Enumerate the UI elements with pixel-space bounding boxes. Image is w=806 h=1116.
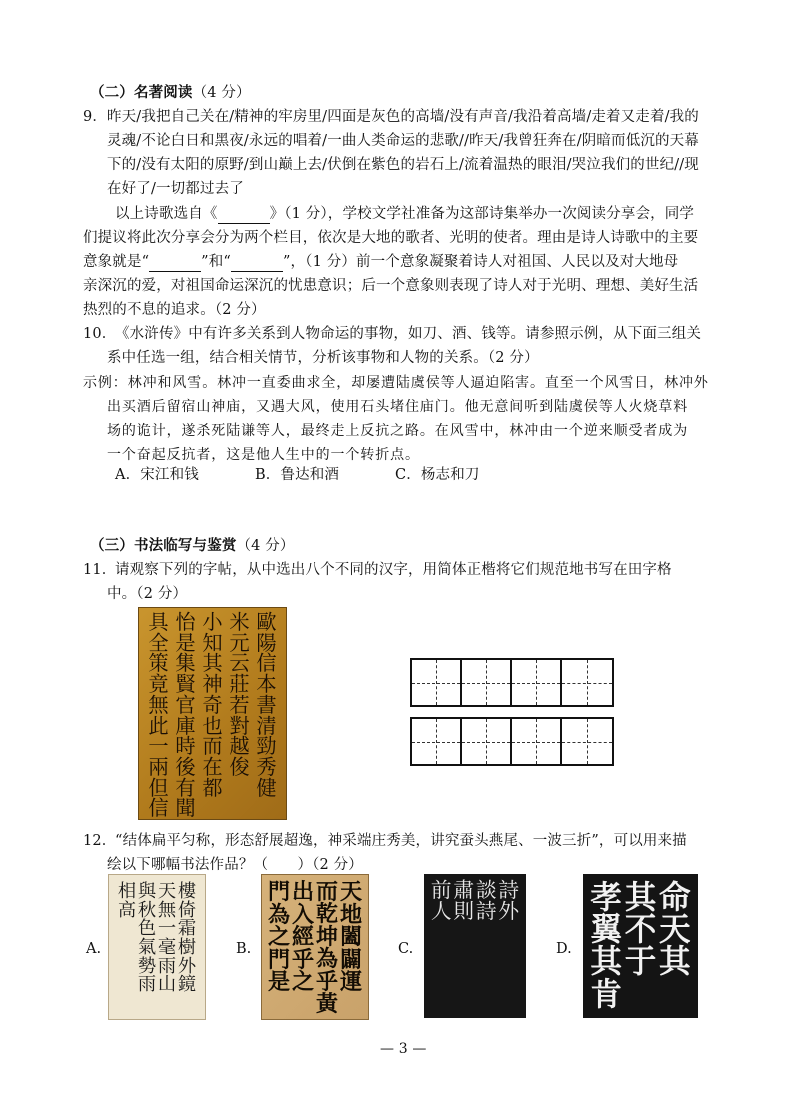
calligraphy-character: 為: [315, 946, 338, 973]
calligraphy-character: 闢: [339, 946, 363, 973]
q12-line-2: 绘以下哪幅书法作品？（ ）（2 分）: [107, 857, 363, 873]
tianzi-cell[interactable]: [512, 660, 562, 705]
calligraphy-character: 天: [157, 881, 177, 902]
calligraphy-character: 時: [175, 734, 196, 759]
q12-option-a-calligraphy-image[interactable]: [108, 874, 206, 1020]
calligraphy-character: 天: [659, 911, 691, 949]
calligraphy-character: 一: [148, 734, 169, 759]
calligraphy-character: 出: [291, 879, 315, 905]
q9-paragraph-line-4: 亲深沉的爱，对祖国命运深沉的忧患意识；后一个意象则表现了诗人对于光明、理想、美好生活: [83, 278, 699, 294]
calligraphy-character: 雨: [137, 974, 157, 996]
calligraphy-character: 詩: [475, 899, 497, 924]
calligraphy-character: 之: [267, 924, 291, 951]
calligraphy-character: 其: [202, 651, 223, 676]
calligraphy-character: 官: [175, 692, 196, 717]
calligraphy-character: 其: [590, 943, 622, 981]
calligraphy-character: 是: [267, 969, 291, 996]
calligraphy-character: 在: [202, 754, 223, 779]
calligraphy-character: 若: [229, 692, 250, 717]
tianzi-cell[interactable]: [412, 660, 462, 705]
calligraphy-column: [137, 883, 157, 995]
q11-number: 11．: [83, 562, 117, 578]
calligraphy-column: [623, 879, 657, 981]
tianzi-cell[interactable]: [562, 719, 612, 764]
q12-option-b-calligraphy-image[interactable]: [261, 874, 369, 1020]
calligraphy-character: 命: [659, 879, 691, 916]
calligraphy-character: 勁: [256, 734, 277, 759]
calligraphy-character: 元: [229, 630, 250, 655]
calligraphy-character: 不: [624, 911, 657, 949]
tianzi-grid-row-2[interactable]: [410, 717, 614, 766]
calligraphy-character: 肅: [453, 878, 475, 902]
calligraphy-column: [339, 881, 363, 994]
calligraphy-column: [177, 883, 197, 995]
calligraphy-character: 莊: [229, 672, 250, 697]
calligraphy-character: 山: [157, 974, 177, 996]
q12-option-c-calligraphy-image[interactable]: [424, 874, 526, 1018]
calligraphy-character: 俊: [229, 754, 250, 779]
tianzi-cell[interactable]: [512, 719, 562, 764]
calligraphy-character: 相: [117, 881, 137, 902]
calligraphy-character: 之: [291, 969, 315, 996]
calligraphy-character: 闔: [339, 924, 363, 951]
calligraphy-character: 勢: [137, 955, 157, 977]
calligraphy-character: 人: [430, 899, 452, 924]
tianzi-cell[interactable]: [462, 719, 512, 764]
calligraphy-character: 策: [148, 651, 169, 676]
q9-text: 意象就是“: [83, 254, 150, 270]
q9-text: 》（1 分），学校文学社准备为这部诗集举办一次阅读分享会，同学: [269, 206, 695, 222]
calligraphy-column: [315, 881, 339, 1016]
calligraphy-character: 知: [202, 630, 223, 655]
section-2-title: （二）名著阅读: [90, 84, 193, 101]
calligraphy-character: 秀: [256, 754, 277, 779]
calligraphy-character: 本: [256, 672, 277, 697]
calligraphy-character: 地: [339, 901, 363, 928]
q10-option-c[interactable]: C．杨志和刀: [395, 467, 480, 483]
q10-example-line-3: 场的诡计，遂杀死陆谦等人，最终走上反抗之路。在风雪中，林冲由一个逆来顺受者成为: [107, 423, 689, 439]
q9-poem-line-1: 昨天/我把自己关在/精神的牢房里/四面是灰色的高墙/没有声音/我沿着高墙/走着又走着/我的: [107, 109, 699, 125]
calligraphy-character: 也: [202, 713, 223, 738]
calligraphy-character: 賢: [175, 672, 196, 697]
calligraphy-character: 乎: [291, 946, 315, 973]
calligraphy-character: 奇: [202, 692, 223, 717]
calligraphy-column: [117, 883, 137, 920]
section-2-score: （4 分）: [192, 85, 251, 101]
q9-text: 以上诗歌选自《: [115, 206, 218, 222]
calligraphy-column: [172, 612, 199, 819]
calligraphy-character: 與: [137, 881, 157, 902]
calligraphy-character: 運: [339, 969, 363, 996]
calligraphy-character: 無: [157, 899, 177, 921]
calligraphy-character: 具: [148, 610, 169, 634]
q9-text: ”和“: [201, 254, 231, 270]
q9-poem-line-2: 灵魂/不论白日和黑夜/永远的唱着/一曲人类命运的悲歌//昨天/我曾狂奔在/阴暗而低沉的天幕: [107, 133, 699, 149]
q12-option-a-label[interactable]: A.: [86, 941, 102, 957]
q9-image-blank-2[interactable]: [231, 253, 283, 272]
calligraphy-character: 信: [148, 796, 169, 820]
q12-option-d-calligraphy-image[interactable]: [583, 874, 698, 1018]
calligraphy-character: 集: [175, 651, 196, 676]
calligraphy-character: 于: [624, 943, 657, 981]
calligraphy-character: 無: [148, 692, 169, 717]
q10-option-b[interactable]: B．鲁达和酒: [255, 467, 340, 483]
tianzi-grid-row-1[interactable]: [410, 658, 614, 707]
section-2-header: [90, 84, 251, 102]
calligraphy-column: [226, 612, 253, 778]
section-3-title: （三）书法临写与鉴赏: [90, 537, 237, 554]
calligraphy-character: 神: [202, 672, 223, 697]
q9-paragraph-line-5: 热烈的不息的追求。（2 分）: [83, 302, 266, 318]
calligraphy-character: 都: [202, 775, 223, 800]
calligraphy-character: 黃: [315, 991, 338, 1018]
calligraphy-character: 一: [157, 918, 177, 940]
q9-poem-line-4: 在好了/一切都过去了: [107, 181, 244, 197]
calligraphy-character: 翼: [590, 911, 622, 949]
calligraphy-column: [291, 881, 315, 994]
calligraphy-character: 陽: [256, 630, 277, 655]
calligraphy-character: 倚: [177, 899, 197, 921]
q10-number: 10．: [83, 326, 117, 342]
calligraphy-character: 樓: [177, 881, 197, 902]
calligraphy-character: 高: [117, 899, 137, 921]
calligraphy-column: [475, 880, 498, 922]
calligraphy-character: 鏡: [177, 974, 197, 996]
calligraphy-character: 天: [339, 879, 363, 905]
calligraphy-column: [589, 879, 623, 1013]
q9-paragraph-line-2: 们提议将此次分享会分为两个栏目，依次是大地的歌者、光明的使者。理由是诗人诗歌中的主要: [83, 230, 699, 246]
calligraphy-column: [453, 880, 476, 922]
calligraphy-character: 外: [177, 955, 197, 977]
q11-line-2: 中。（2 分）: [107, 586, 188, 602]
q12-option-b-label[interactable]: B.: [236, 941, 252, 957]
calligraphy-character: 兩: [148, 754, 169, 779]
calligraphy-character: 而: [315, 879, 338, 905]
calligraphy-column: [267, 881, 291, 994]
calligraphy-character: 為: [267, 901, 291, 928]
calligraphy-character: 而: [202, 734, 223, 759]
calligraphy-character: 但: [148, 775, 169, 800]
calligraphy-character: 書: [256, 692, 277, 717]
calligraphy-column: [157, 883, 177, 995]
calligraphy-column: [658, 879, 692, 981]
calligraphy-character: 云: [229, 651, 250, 676]
calligraphy-character: 全: [148, 630, 169, 655]
q12-number: 12．: [83, 833, 117, 849]
calligraphy-character: 門: [267, 946, 291, 973]
calligraphy-character: 竟: [148, 672, 169, 697]
calligraphy-character: 外: [498, 899, 520, 924]
q9-number: 9．: [83, 109, 108, 125]
calligraphy-character: 越: [229, 734, 250, 759]
calligraphy-character: 其: [659, 943, 691, 981]
calligraphy-character: 乎: [315, 968, 338, 995]
q10-option-a[interactable]: A．宋江和钱: [115, 467, 199, 483]
tianzi-cell[interactable]: [462, 660, 512, 705]
tianzi-cell[interactable]: [562, 660, 612, 705]
calligraphy-character: 庫: [175, 713, 196, 738]
q11-line-1: 请观察下列的字帖，从中选出八个不同的汉字，用简体正楷将它们规范地书写在田字格: [115, 562, 672, 578]
q12-line-1: “结体扁平匀称，形态舒展超逸，神采端庄秀美，讲究蚕头燕尾、一波三折”，可以用来描: [115, 833, 687, 849]
calligraphy-character: 毫: [157, 936, 177, 958]
calligraphy-character: 此: [148, 713, 169, 738]
calligraphy-character: 其: [624, 879, 657, 916]
q9-paragraph-line-1: [115, 205, 694, 224]
calligraphy-character: 怡: [175, 610, 196, 634]
calligraphy-character: 乾: [315, 901, 338, 928]
calligraphy-character: 談: [475, 878, 497, 902]
section-3-score: （4 分）: [236, 538, 295, 554]
calligraphy-character: 對: [229, 713, 250, 738]
calligraphy-character: 詩: [498, 878, 520, 902]
q9-book-title-blank[interactable]: [218, 205, 270, 224]
calligraphy-character: 肯: [590, 975, 622, 1013]
page-number: — 3 —: [380, 1041, 427, 1057]
calligraphy-character: 則: [453, 899, 475, 924]
calligraphy-character: 清: [256, 713, 277, 738]
q12-option-c-label[interactable]: C.: [398, 941, 414, 957]
q10-example-line-4: 一个奋起反抗者，这是他人生中的一个转折点。: [107, 447, 420, 463]
calligraphy-character: 後: [175, 754, 196, 779]
q9-paragraph-line-3: [83, 253, 678, 272]
calligraphy-column: [498, 880, 521, 922]
calligraphy-character: 有: [175, 775, 196, 800]
calligraphy-character: 歐: [256, 610, 277, 634]
q9-poem-line-3: 下的/没有太阳的原野/到山巅上去/伏倒在紫色的岩石上/流着温热的眼泪/哭泣我们的世纪//现: [107, 157, 699, 173]
calligraphy-character: 聞: [175, 796, 196, 820]
calligraphy-character: 孝: [590, 879, 622, 916]
calligraphy-character: 氣: [137, 936, 157, 958]
calligraphy-character: 小: [202, 610, 223, 634]
q9-text: ”，（1 分）前一个意象凝聚着诗人对祖国、人民以及对大地母: [282, 254, 679, 270]
tianzi-cell[interactable]: [412, 719, 462, 764]
calligraphy-copybook-image: [138, 607, 287, 820]
q10-example-line-2: 出买酒后留宿山神庙，又遇大风，使用石头堵住庙门。他无意间听到陆虞侯等人火烧草料: [107, 399, 689, 415]
calligraphy-character: 前: [430, 878, 452, 902]
calligraphy-character: 門: [267, 879, 291, 905]
calligraphy-character: 坤: [315, 923, 338, 950]
calligraphy-column: [430, 880, 453, 922]
q10-line-2: 系中任选一组，结合相关情节，分析该事物和人物的关系。（2 分）: [107, 350, 539, 366]
calligraphy-character: 色: [137, 918, 157, 940]
calligraphy-character: 信: [256, 651, 277, 676]
calligraphy-character: 霜: [177, 918, 197, 940]
calligraphy-character: 經: [291, 924, 315, 951]
calligraphy-character: 雨: [157, 955, 177, 977]
section-3-header: [90, 537, 295, 555]
calligraphy-character: 入: [291, 901, 315, 928]
q12-option-d-label[interactable]: D.: [556, 941, 572, 957]
calligraphy-character: 米: [229, 610, 250, 634]
calligraphy-character: 是: [175, 630, 196, 655]
calligraphy-column: [145, 612, 172, 819]
calligraphy-character: 健: [256, 775, 277, 800]
calligraphy-column: [253, 612, 280, 798]
calligraphy-character: 秋: [137, 899, 157, 921]
q10-line-1: 《水浒传》中有许多关系到人物命运的事物，如刀、酒、钱等。请参照示例，从下面三组关: [115, 326, 701, 342]
q9-image-blank-1[interactable]: [149, 253, 201, 272]
q10-example-line-1: 示例：林冲和风雪。林冲一直委曲求全，却屡遭陆虞侯等人逼迫陷害。直至一个风雪日，林冲外: [83, 375, 709, 391]
calligraphy-character: 樹: [177, 936, 197, 958]
calligraphy-column: [199, 612, 226, 798]
